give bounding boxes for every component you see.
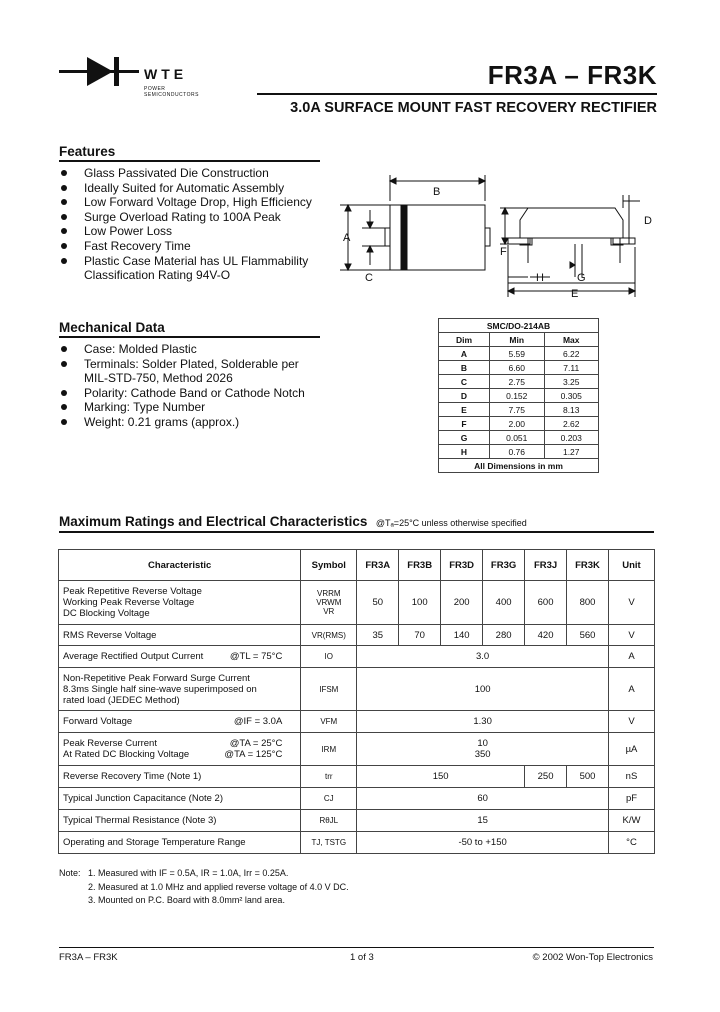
dim-label-e: E [571, 288, 579, 300]
value-cell: 420 [525, 625, 567, 646]
value-cell: 50 [357, 581, 399, 625]
value-cell: 100 [357, 668, 609, 711]
dim-cell: 8.13 [544, 403, 599, 417]
dim-cell: D [439, 389, 490, 403]
table-row [59, 581, 655, 625]
value-cell: 35 [357, 625, 399, 646]
list-item: Fast Recovery Time [59, 239, 349, 254]
table-row [439, 403, 599, 417]
unit-cell: A [608, 668, 654, 711]
list-item: Weight: 0.21 grams (approx.) [59, 415, 359, 430]
symbol-text: IO [301, 646, 357, 668]
table-row [59, 711, 655, 733]
note-item: 1. Measured with IF = 0.5A, IR = 1.0A, Irr = 0.25A. [88, 868, 289, 878]
dim-cell: 2.75 [490, 375, 545, 389]
lead-right [613, 238, 635, 244]
ratings-condition: @Tₐ=25°C unless otherwise specified [375, 518, 527, 528]
mechanical-heading: Mechanical Data [59, 320, 165, 335]
note-item: 3. Mounted on P.C. Board with 8.0mm² land area. [88, 895, 285, 905]
dim-table-title: SMC/DO-214AB [439, 319, 599, 333]
condition-text: @TL = 75°C [229, 651, 283, 662]
list-item: Case: Molded Plastic [59, 342, 359, 357]
list-item: Marking: Type Number [59, 400, 359, 415]
char-text: rated load (JEDEC Method) [63, 694, 180, 706]
note-item: 2. Measured at 1.0 MHz and applied reverse voltage of 4.0 V DC. [88, 881, 349, 892]
value-cell: 3.0 [357, 646, 609, 668]
table-row [439, 417, 599, 431]
footer-left: FR3A – FR3K [59, 952, 118, 963]
value-cell: 500 [567, 766, 609, 788]
ratings-rule [59, 531, 654, 533]
cathode-band [401, 205, 407, 270]
dim-label-c: C [365, 272, 373, 284]
char-text: 8.3ms Single half sine-wave superimposed on [63, 683, 257, 695]
dim-cell: 5.59 [490, 347, 545, 361]
features-heading: Features [59, 144, 116, 159]
dim-cell: 6.60 [490, 361, 545, 375]
char-text: RMS Reverse Voltage [59, 625, 301, 646]
symbol-text: RθJL [301, 810, 357, 832]
char-text: Peak Repetitive Reverse Voltage [63, 586, 202, 597]
value-cell: 350 [474, 749, 491, 760]
mechanical-rule [59, 336, 320, 338]
table-row [59, 766, 655, 788]
footer-rule [59, 947, 654, 948]
dim-label-f: F [500, 246, 507, 258]
char-text: Operating and Storage Temperature Range [59, 832, 301, 854]
unit-cell: °C [608, 832, 654, 854]
dim-cell: G [439, 431, 490, 445]
header-cell: FR3B [399, 550, 441, 581]
notes-label: Note: [59, 868, 81, 878]
dim-label-b: B [433, 186, 441, 198]
value-cell: 1.30 [357, 711, 609, 733]
dim-cell: C [439, 375, 490, 389]
char-text: Reverse Recovery Time (Note 1) [59, 766, 301, 788]
value-cell: 250 [525, 766, 567, 788]
dim-label-g: G [577, 272, 586, 284]
table-row [439, 431, 599, 445]
symbol-text: IFSM [301, 668, 357, 711]
ratings-heading-line [59, 513, 527, 531]
table-row [59, 733, 655, 766]
char-text: Typical Junction Capacitance (Note 2) [59, 788, 301, 810]
unit-cell: A [608, 646, 654, 668]
header-cell: FR3D [441, 550, 483, 581]
dim-header: Min [490, 333, 545, 347]
notes [59, 867, 349, 908]
table-row [59, 646, 655, 668]
ratings-table [58, 549, 655, 854]
char-text: Working Peak Reverse Voltage [63, 597, 195, 608]
char-text: At Rated DC Blocking Voltage [63, 749, 190, 760]
list-item: Plastic Case Material has UL Flammability Classification Rating 94V-O [59, 254, 324, 283]
dim-cell: 0.305 [544, 389, 599, 403]
header-cell: FR3J [525, 550, 567, 581]
value-cell: 800 [567, 581, 609, 625]
dim-cell: B [439, 361, 490, 375]
dim-cell: 1.27 [544, 445, 599, 459]
value-cell: -50 to +150 [357, 832, 609, 854]
dimensions-table [438, 318, 599, 473]
dim-cell: 0.152 [490, 389, 545, 403]
char-text: Non-Repetitive Peak Forward Surge Current [63, 672, 250, 684]
package-outline-diagram [330, 165, 660, 305]
dim-cell: F [439, 417, 490, 431]
list-item: Surge Overload Rating to 100A Peak [59, 210, 349, 225]
unit-cell: nS [608, 766, 654, 788]
dim-cell: 0.76 [490, 445, 545, 459]
condition-text: @TA = 125°C [224, 749, 283, 760]
value-cell: 400 [483, 581, 525, 625]
dim-cell: 7.75 [490, 403, 545, 417]
list-item: Ideally Suited for Automatic Assembly [59, 181, 349, 196]
header-cell: FR3G [483, 550, 525, 581]
unit-cell: K/W [608, 810, 654, 832]
value-cell: 15 [357, 810, 609, 832]
symbol-text: IRM [301, 733, 357, 766]
symbol-text: VR [323, 607, 335, 616]
unit-cell: V [608, 625, 654, 646]
footer-page-number: 1 of 3 [350, 952, 374, 963]
symbol-text: TJ, TSTG [301, 832, 357, 854]
page-title: FR3A – FR3K [487, 60, 657, 90]
char-text: Peak Reverse Current [63, 738, 157, 749]
symbol-text: trr [301, 766, 357, 788]
dim-cell: E [439, 403, 490, 417]
value-cell: 200 [441, 581, 483, 625]
header-cell: Symbol [301, 550, 357, 581]
symbol-text: VRRM [317, 589, 341, 598]
list-item: Low Forward Voltage Drop, High Efficiency [59, 195, 349, 210]
symbol-text: VRWM [316, 598, 342, 607]
table-row [59, 788, 655, 810]
unit-cell: µA [608, 733, 654, 766]
value-cell: 150 [357, 766, 525, 788]
value-cell: 70 [399, 625, 441, 646]
table-row [439, 445, 599, 459]
list-item: Terminals: Solder Plated, Solderable per MIL-STD-750, Method 2026 [59, 357, 299, 386]
dim-cell: 6.22 [544, 347, 599, 361]
terminal-left [385, 228, 390, 246]
symbol-text: VR(RMS) [301, 625, 357, 646]
dim-cell: 2.62 [544, 417, 599, 431]
table-row [439, 361, 599, 375]
list-item: Polarity: Cathode Band or Cathode Notch [59, 386, 359, 401]
dim-cell: H [439, 445, 490, 459]
char-text: Typical Thermal Resistance (Note 3) [59, 810, 301, 832]
ratings-heading: Maximum Ratings and Electrical Characteristics [59, 514, 368, 529]
header-cell: FR3A [357, 550, 399, 581]
unit-cell: pF [608, 788, 654, 810]
dim-header: Dim [439, 333, 490, 347]
features-list [59, 166, 349, 283]
footer-copyright: © 2002 Won-Top Electronics [532, 952, 653, 963]
terminal-right [485, 228, 490, 246]
table-row [439, 389, 599, 403]
dim-cell: 3.25 [544, 375, 599, 389]
char-text: DC Blocking Voltage [63, 608, 150, 619]
features-rule [59, 160, 320, 162]
value-cell: 60 [357, 788, 609, 810]
dim-header: Max [544, 333, 599, 347]
value-cell: 140 [441, 625, 483, 646]
condition-text: @IF = 3.0A [233, 716, 283, 727]
lead-left [508, 238, 530, 244]
table-row [439, 347, 599, 361]
char-text: Average Rectified Output Current [63, 651, 204, 662]
unit-cell: V [608, 581, 654, 625]
dim-label-a: A [343, 232, 351, 244]
dim-table-footer: All Dimensions in mm [439, 459, 599, 473]
value-cell: 10 [477, 738, 488, 749]
logo-text: WTE [144, 66, 188, 82]
header-cell: Unit [608, 550, 654, 581]
value-cell: 560 [567, 625, 609, 646]
table-row [59, 668, 655, 711]
value-cell: 280 [483, 625, 525, 646]
diode-logo-icon [59, 54, 139, 90]
side-body [520, 208, 623, 238]
dim-label-d: D [644, 215, 652, 227]
dim-cell: 2.00 [490, 417, 545, 431]
logo-subtext: POWER SEMICONDUCTORS [144, 86, 199, 98]
dim-cell: 0.203 [544, 431, 599, 445]
header-cell: Characteristic [59, 550, 301, 581]
symbol-text: VFM [301, 711, 357, 733]
dim-cell: 0.051 [490, 431, 545, 445]
table-row [59, 832, 655, 854]
list-item: Low Power Loss [59, 224, 349, 239]
table-row [439, 375, 599, 389]
page-subtitle: 3.0A SURFACE MOUNT FAST RECOVERY RECTIFIER [290, 100, 657, 116]
char-text: Forward Voltage [63, 716, 133, 727]
dim-cell: 7.11 [544, 361, 599, 375]
dim-label-h: H [536, 272, 544, 284]
dim-cell: A [439, 347, 490, 361]
value-cell: 600 [525, 581, 567, 625]
list-item: Glass Passivated Die Construction [59, 166, 349, 181]
unit-cell: V [608, 711, 654, 733]
symbol-text: CJ [301, 788, 357, 810]
header-cell: FR3K [567, 550, 609, 581]
table-row [59, 810, 655, 832]
mechanical-list [59, 342, 359, 430]
table-row [59, 625, 655, 646]
title-rule [257, 93, 657, 95]
value-cell: 100 [399, 581, 441, 625]
condition-text: @TA = 25°C [229, 738, 283, 749]
logo [59, 52, 209, 96]
